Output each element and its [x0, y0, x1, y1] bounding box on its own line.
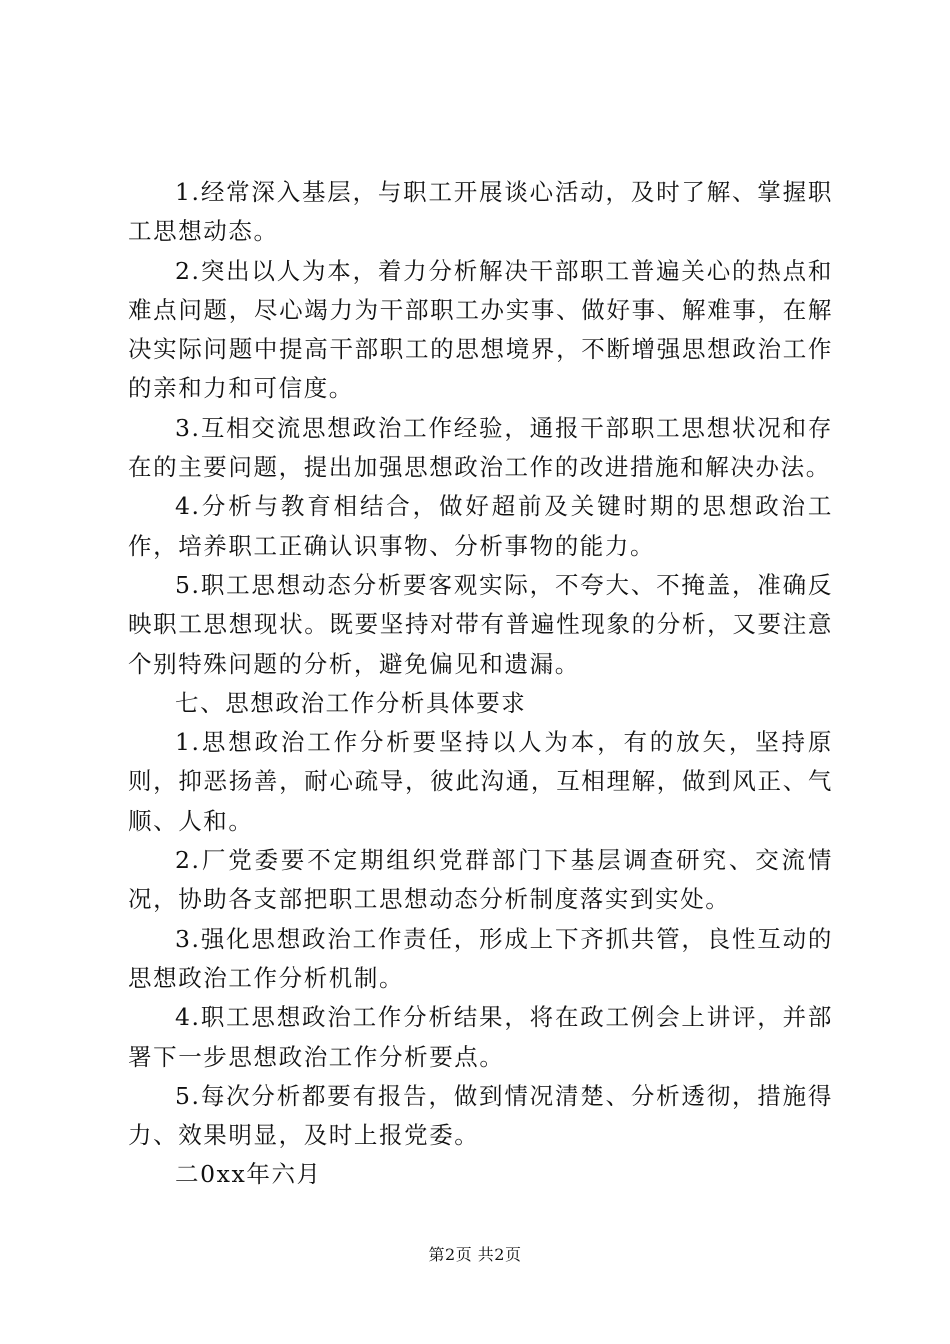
document-body	[128, 173, 833, 1195]
paragraph-item-3: 3.互相交流思想政治工作经验，通报干部职工思想状况和存在的主要问题，提出加强思想政治工作的改进措施和解决办法。	[128, 413, 833, 482]
paragraph-item-1: 1.经常深入基层，与职工开展谈心活动，及时了解、掌握职工思想动态。	[128, 178, 833, 246]
paragraph-item-5: 5.职工思想动态分析要客观实际，不夸大、不掩盖，准确反映职工思想现状。既要坚持对带有普遍性现象的分析，又要注意个别特殊问题的分析，避免偏见和遗漏。	[128, 570, 833, 678]
paragraph-item-2: 2.突出以人为本，着力分析解决干部职工普遍关心的热点和难点问题，尽心竭力为干部职工办实事、做好事、解难事，在解决实际问题中提高干部职工的思想境界，不断增强思想政治工作的亲和力和可信度。	[128, 256, 833, 403]
requirement-item-4: 4.职工思想政治工作分析结果，将在政工例会上讲评，并部署下一步思想政治工作分析要点。	[128, 1003, 833, 1071]
requirement-item-5: 5.每次分析都要有报告，做到情况清楚、分析透彻，措施得力、效果明显，及时上报党委。	[128, 1081, 833, 1150]
requirement-item-1: 1.思想政治工作分析要坚持以人为本，有的放矢，坚持原则，抑恶扬善，耐心疏导，彼此沟通，互相理解，做到风正、气顺、人和。	[128, 728, 833, 835]
document-date: 二0xx年六月	[175, 1160, 322, 1189]
requirement-item-2: 2.厂党委要不定期组织党群部门下基层调查研究、交流情况，协助各支部把职工思想动态分析制度落实到实处。	[128, 846, 833, 914]
paragraph-item-4: 4.分析与教育相结合，做好超前及关键时期的思想政治工作，培养职工正确认识事物、分析事物的能力。	[128, 492, 833, 560]
page-footer	[0, 1244, 950, 1266]
section-heading: 七、思想政治工作分析具体要求	[175, 688, 527, 717]
page-number-label: 第2页 共2页	[428, 1245, 522, 1264]
requirement-item-3: 3.强化思想政治工作责任，形成上下齐抓共管，良性互动的思想政治工作分析机制。	[128, 924, 833, 992]
